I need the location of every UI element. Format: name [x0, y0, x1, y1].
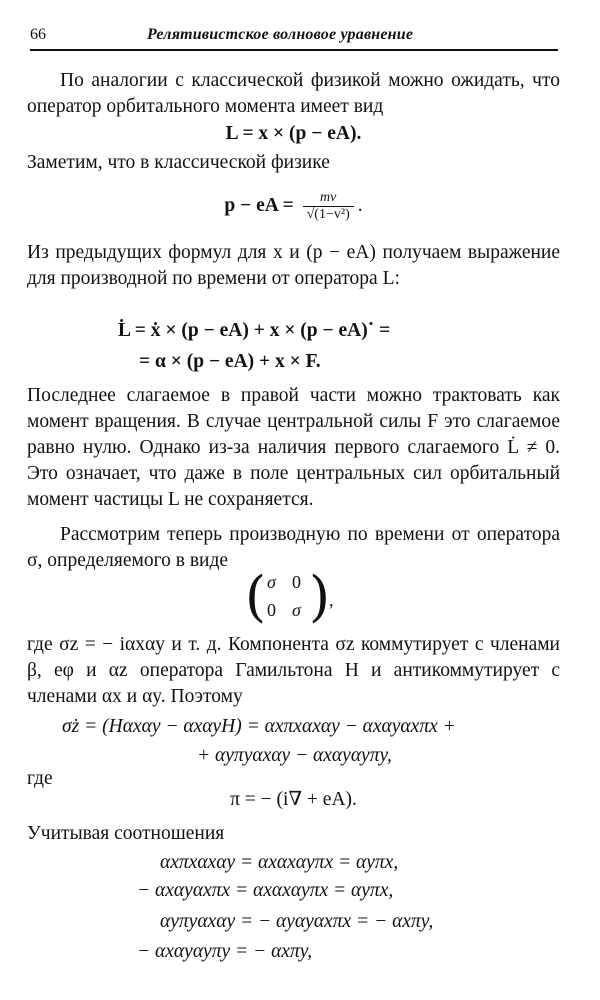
relation-4: − αxαyαyπy = − αxπy, [137, 941, 313, 962]
paragraph-1: По аналогии с классической физикой можно ожидать, что оператор орбитального момента имеет вид [27, 70, 560, 117]
paragraph-5: Рассмотрим теперь производную по времени от оператора σ, определяемого в виде [27, 524, 560, 571]
matrix-cell-22: σ [292, 600, 301, 620]
equation-2: p − eA = $\frac{mv}{\text{√(1−v²)}}$ . [224, 190, 363, 222]
equation-5: π = − (i∇ + eA). [230, 789, 357, 810]
header-rule [30, 49, 558, 51]
equation-2-numerator: mv [320, 190, 337, 205]
equation-2-lhs: p − eA = [224, 194, 294, 216]
matrix-tail: , [329, 590, 334, 610]
equation-3-line-2: = α × (p − eA) + x × F. [139, 351, 321, 372]
matrix-left-bracket: ( [245, 565, 267, 628]
paragraph-2: Заметим, что в классической физике [27, 152, 330, 173]
equation-4-line-2: + αyπyαxαy − αxαyαyπy, [197, 745, 392, 766]
paragraph-4: Последнее слагаемое в правой части можно трактовать как момент вращения. В случае центральной силы F это слагаемое равно нулю. Однако из-за наличия первого слагаемого L̇ ≠ 0. Это означает, что даже в поле центральных сил орбитальный момент частицы L не сохраняется. [27, 385, 560, 510]
matrix-cell-11: σ [267, 572, 276, 592]
running-title: Релятивистское волновое уравнение [147, 26, 414, 43]
where-label: где [27, 768, 53, 789]
relation-1: αxπxαxαy = αxαxαyπx = αyπx, [160, 852, 399, 873]
matrix-cell-21: 0 [267, 600, 276, 620]
page-number: 66 [30, 26, 46, 43]
paragraph-7: Учитывая соотношения [27, 823, 225, 844]
paragraph-6: где σz = − iαxαy и т. д. Компонента σz коммутирует с членами β, eφ и αz оператора Гамильтона H и антикоммутирует с членами αx и αy. Поэтому [27, 634, 560, 707]
paragraph-3: Из предыдущих формул для x и (p − eA) получаем выражение для производной по времени от оператора L: [27, 242, 560, 289]
equation-2-fraction [303, 190, 354, 223]
matrix-right-bracket: ) [309, 565, 331, 628]
matrix-cell-12: 0 [292, 572, 301, 592]
relation-2: − αxαyαxπx = αxαxαyπx = αyπx, [137, 880, 394, 901]
sigma-matrix [245, 565, 355, 628]
equation-3-line-1: L̇ = ẋ × (p − eA) + x × (p − eA)˙ = [118, 320, 391, 341]
equation-4-line-1: σ̇z = (Hαxαy − αxαyH) = αxπxαxαy − αxαyαxπx + [62, 716, 456, 737]
equation-1: L = x × (p − eA). [225, 123, 362, 144]
running-header [30, 26, 558, 48]
relation-3: αyπyαxαy = − αyαyαxπx = − αxπy, [160, 911, 434, 932]
equation-2-denominator: √(1−v²) [303, 206, 354, 223]
